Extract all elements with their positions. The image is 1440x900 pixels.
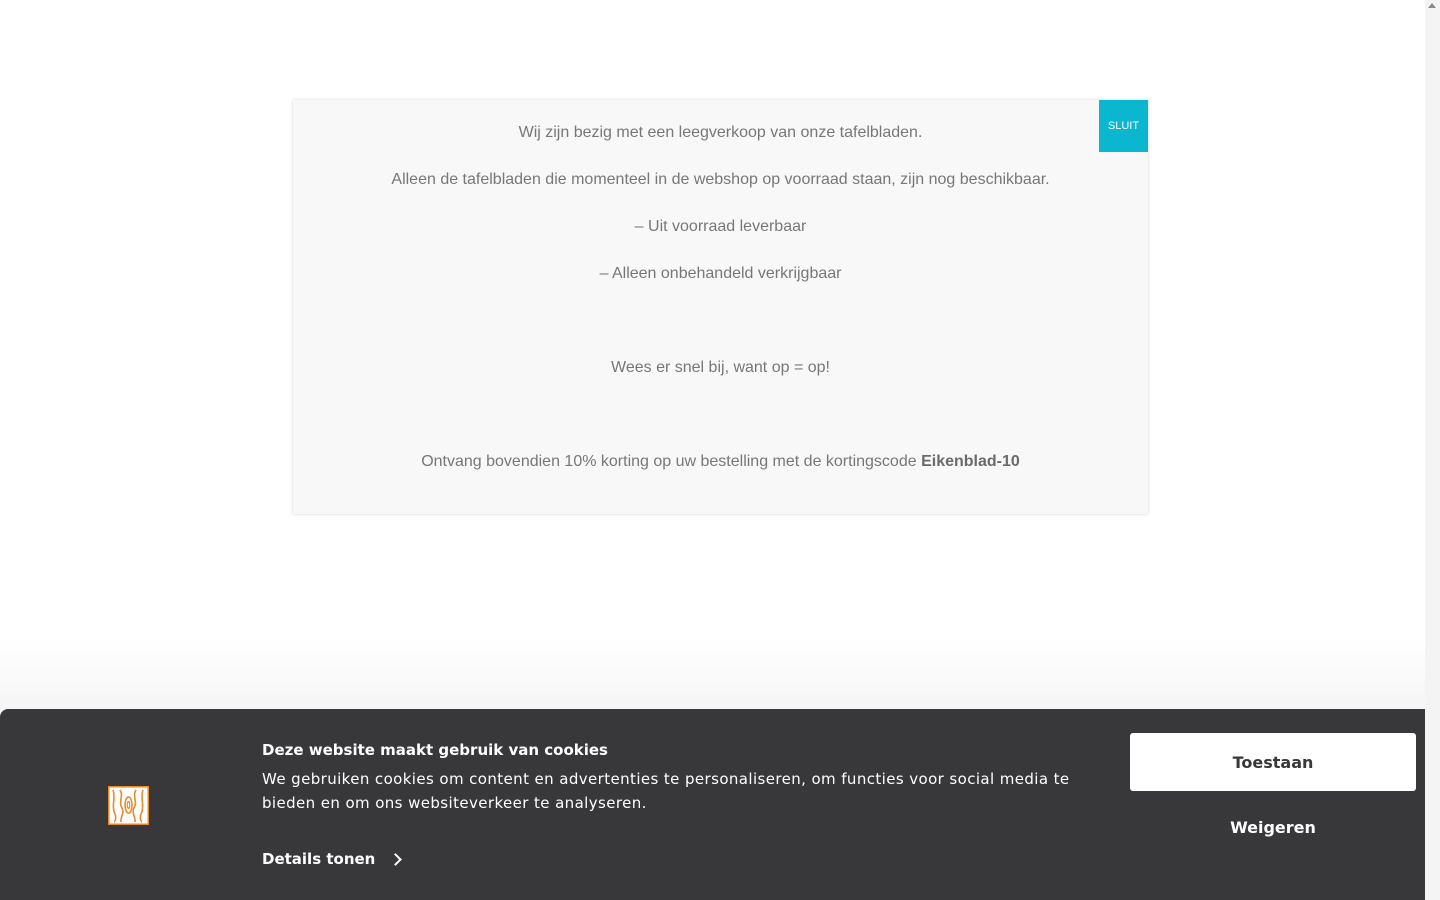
wood-grain-logo-icon [108,786,149,825]
chevron-right-icon [389,853,402,866]
cookie-description: We gebruiken cookies om content en advertenties te personaliseren, om functies voor social media te bieden en om ons websiteverkeer te analyseren. [262,770,1070,812]
scroll-up-arrow-icon[interactable] [1428,3,1436,8]
show-details-link[interactable] [262,850,400,868]
popup-discount-line [293,450,1148,474]
popup-line-1: Wij zijn bezig met een leegverkoop van onze tafelbladen. [518,124,923,141]
popup-line-4: – Alleen onbehandeld verkrijgbaar [599,265,842,282]
vertical-scrollbar[interactable] [1425,0,1440,900]
close-popup-button[interactable]: SLUIT [1099,100,1148,152]
notice-popup [293,100,1148,514]
popup-line-5: Wees er snel bij, want op = op! [611,359,830,376]
cookie-banner [0,709,1440,900]
popup-line-3: – Uit voorraad leverbaar [634,218,807,235]
accept-cookies-button[interactable]: Toestaan [1130,733,1416,791]
cookie-title: Deze website maakt gebruik van cookies [262,741,608,759]
show-details-label: Details tonen [262,850,376,868]
banner-fade [0,640,1425,709]
discount-code: Eikenblad-10 [921,453,1020,470]
popup-line-2: Alleen de tafelbladen die momenteel in de webshop op voorraad staan, zijn nog beschikbaar. [391,171,1050,188]
cookie-text-block [262,741,1092,815]
discount-text: Ontvang bovendien 10% korting op uw bestelling met de kortingscode [421,453,922,470]
deny-cookies-button[interactable]: Weigeren [1130,804,1416,850]
